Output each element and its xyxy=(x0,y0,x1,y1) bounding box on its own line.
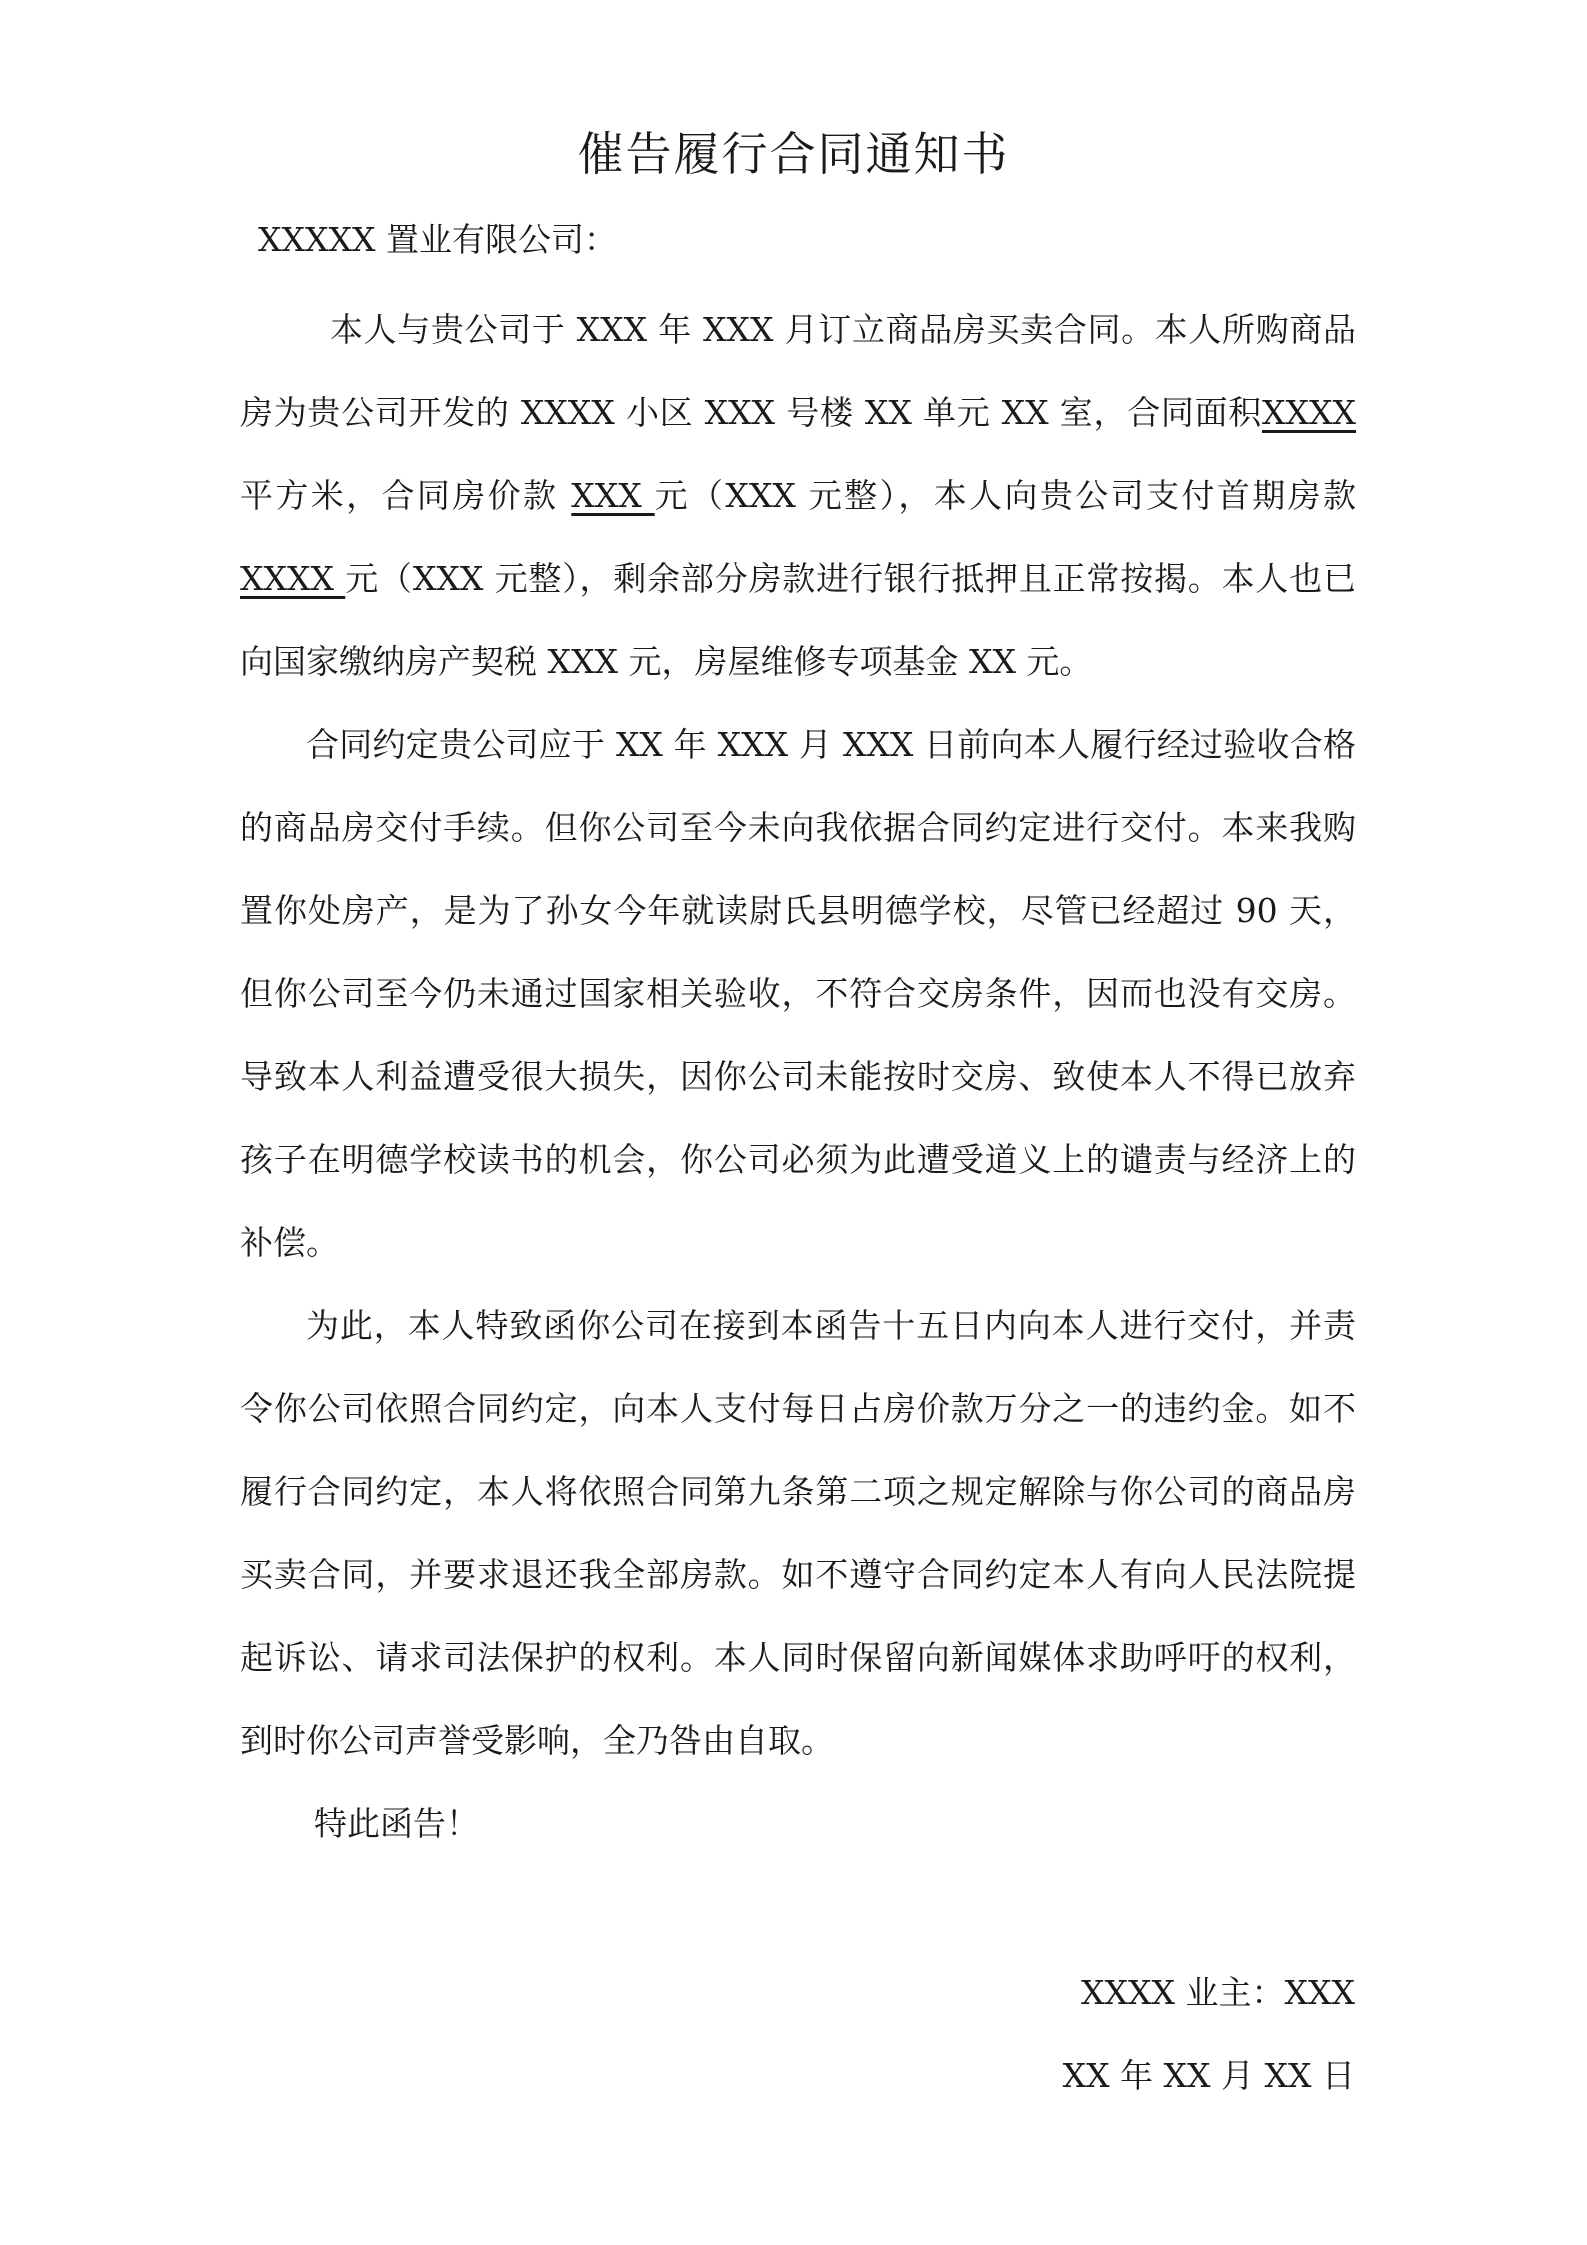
contract-area-value: XXXX xyxy=(1262,393,1356,432)
text-segment: 元（XXX 元整），本人向贵公司支付首期房款 xyxy=(654,476,1356,515)
signature-line: XXXX 业主：XXX xyxy=(1081,1973,1355,2012)
date-line: XX 年 XX 月 XX 日 xyxy=(1062,2056,1355,2095)
text-segment: 平方米，合同房价款 xyxy=(240,476,572,515)
text-segment: 本人与贵公司于 XXX 年 XXX 月订立商品房买卖合同。本人所购商品房为贵公司开发的 XXXX 小区 XXX 号楼 XX 单元 XX 室，合同面积 xyxy=(240,310,1356,432)
document-title: 催告履行合同通知书 xyxy=(577,127,1010,181)
paragraph-contract-details xyxy=(240,288,1356,703)
text-segment: 元（XXX 元整），剩余部分房款进行银行抵押且正常按揭。本人也已向国家缴纳房产契税 XXX 元，房屋维修专项基金 XX 元。 xyxy=(240,559,1356,681)
paragraph-breach-description: 合同约定贵公司应于 XX 年 XXX 月 XXX 日前向本人履行经过验收合格的商品房交付手续。但你公司至今未向我依据合同约定进行交付。本来我购置你处房产，是为了孙女今年就读尉氏县明德学校，尽管已经超过 90 天，但你公司至今仍未通过国家相关验收，不符合交房条件，因而也没有交房。导致本人利益遭受很大损失，因你公司未能按时交房、致使本人不得已放弃孩子在明德学校读书的机会，你公司必须为此遭受道义上的谴责与经济上的补偿。 xyxy=(240,725,1356,1262)
down-payment-value: XXXX xyxy=(240,559,346,598)
closing-line: 特此函告！ xyxy=(314,1804,479,1843)
salutation: XXXXX 置业有限公司： xyxy=(258,220,617,259)
letter-body xyxy=(240,288,1356,1865)
paragraph-demand: 为此，本人特致函你公司在接到本函告十五日内向本人进行交付，并责令你公司依照合同约定，向本人支付每日占房价款万分之一的违约金。如不履行合同约定，本人将依照合同第九条第二项之规定解除与你公司的商品房买卖合同，并要求退还我全部房款。如不遵守合同约定本人有向人民法院提起诉讼、请求司法保护的权利。本人同时保留向新闻媒体求助呼吁的权利，到时你公司声誉受影响，全乃咎由自取。 xyxy=(240,1306,1356,1760)
contract-price-value: XXX xyxy=(571,476,655,515)
